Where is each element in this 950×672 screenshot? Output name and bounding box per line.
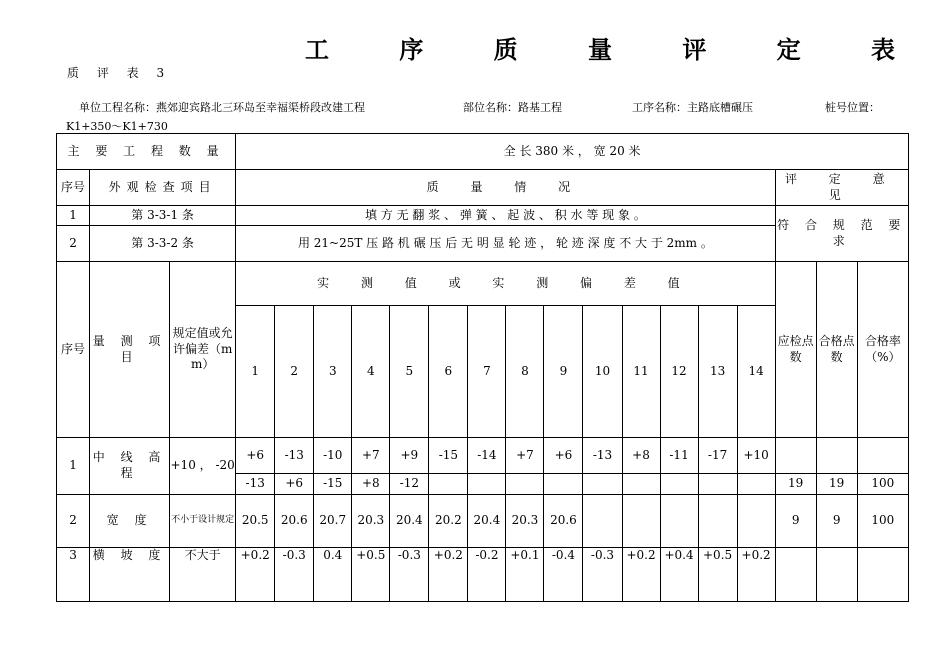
point-col: 11: [622, 306, 660, 438]
value-cell: -0.3: [275, 548, 314, 602]
measure-item: 中 线 高 程: [90, 438, 170, 495]
value-cell: 20.6: [275, 495, 314, 548]
header-no: 序号: [57, 170, 90, 206]
value-cell: [506, 474, 544, 495]
appearance-header-row: [57, 170, 909, 206]
value-cell: 20.6: [544, 495, 583, 548]
point-col: 1: [236, 306, 275, 438]
title-char: 序: [399, 35, 424, 64]
measure-spec: +10 ， -20: [170, 438, 236, 495]
header-measure-no: 序号: [57, 262, 90, 438]
value-cell: +6: [275, 474, 314, 495]
station-label: 桩号位置：: [825, 101, 880, 114]
value-cell: +6: [544, 438, 583, 474]
value-cell: +0.4: [660, 548, 698, 602]
check-points-blank: [775, 438, 816, 474]
form-number: 质 评 表 3: [67, 66, 172, 80]
point-col: 14: [737, 306, 775, 438]
value-cell: -12: [390, 474, 429, 495]
appearance-item: 第 3-3-2 条: [90, 226, 236, 262]
value-cell: -10: [314, 438, 352, 474]
value-cell: +0.5: [698, 548, 737, 602]
appearance-desc: 填 方 无 翻 浆 、 弹 簧 、 起 波 、 积 水 等 现 象 。: [236, 206, 775, 226]
main-quantity-label: 主 要 工 程 数 量: [57, 134, 236, 170]
measure-item: 宽 度: [90, 495, 170, 548]
value-cell: -15: [314, 474, 352, 495]
value-cell: [429, 474, 468, 495]
value-cell: 20.2: [429, 495, 468, 548]
pass-points: 19: [816, 474, 857, 495]
point-col: 3: [314, 306, 352, 438]
header-appearance-item: 外观检查项目: [90, 170, 236, 206]
title-char: 质: [493, 35, 518, 64]
value-cell: [660, 474, 698, 495]
value-cell: [583, 495, 622, 548]
measure-row: [57, 495, 909, 548]
point-col: 4: [352, 306, 390, 438]
station-value: K1+350～K1+730: [66, 120, 168, 133]
part-name: 部位名称：路基工程: [463, 101, 562, 114]
title-char: 评: [682, 35, 707, 64]
title-char: 工: [305, 35, 329, 64]
value-cell: -13: [275, 438, 314, 474]
value-cell: +0.1: [506, 548, 544, 602]
title-char: 表: [870, 35, 895, 64]
value-cell: [622, 495, 660, 548]
value-cell: +7: [506, 438, 544, 474]
pass-points: 9: [816, 495, 857, 548]
value-cell: 20.4: [468, 495, 506, 548]
measure-no: 2: [57, 495, 90, 548]
value-cell: -13: [236, 474, 275, 495]
unit-project-name: 单位工程名称：燕郊迎宾路北三环岛至幸福渠桥段改建工程: [79, 101, 365, 114]
main-quantity-value: 全 长 380 米 ， 宽 20 米: [236, 134, 909, 170]
value-cell: 0.4: [314, 548, 352, 602]
evaluation-table: [56, 133, 909, 602]
header-quality: 质 量 情 况: [236, 170, 775, 206]
value-cell: -13: [583, 438, 622, 474]
point-col: 6: [429, 306, 468, 438]
value-cell: [737, 495, 775, 548]
value-cell: -15: [429, 438, 468, 474]
value-cell: [698, 495, 737, 548]
header-pass-points: 合格点数: [816, 262, 857, 438]
value-cell: [737, 474, 775, 495]
point-col: 8: [506, 306, 544, 438]
measure-item: 横 坡 度: [90, 548, 170, 602]
value-cell: -0.2: [468, 548, 506, 602]
title-char: 量: [587, 35, 612, 64]
measure-row: [57, 548, 909, 602]
value-cell: -0.3: [390, 548, 429, 602]
value-cell: 20.5: [236, 495, 275, 548]
value-cell: -0.3: [583, 548, 622, 602]
value-cell: -17: [698, 438, 737, 474]
value-cell: -0.4: [544, 548, 583, 602]
pass-rate-blank: [857, 438, 908, 474]
measure-spec: 不大于: [170, 548, 236, 602]
value-cell: 20.3: [352, 495, 390, 548]
appearance-item: 第 3-3-1 条: [90, 206, 236, 226]
appearance-desc: 用 21~25T 压 路 机 碾 压 后 无 明 显 轮 迹 ， 轮 迹 深 度 不 大 于 2mm 。: [236, 226, 775, 262]
pass-rate: 100: [857, 474, 908, 495]
value-cell: +0.2: [737, 548, 775, 602]
pass-points: [816, 548, 857, 602]
value-cell: +6: [236, 438, 275, 474]
value-cell: +8: [622, 438, 660, 474]
value-cell: [698, 474, 737, 495]
measure-header-row: [57, 262, 909, 306]
point-col: 13: [698, 306, 737, 438]
header-pass-rate: 合格率（%）: [857, 262, 908, 438]
pass-rate: [857, 548, 908, 602]
value-cell: +0.5: [352, 548, 390, 602]
measure-row: [57, 438, 909, 474]
value-cell: 20.3: [506, 495, 544, 548]
value-cell: +0.2: [236, 548, 275, 602]
appearance-row: [57, 206, 909, 226]
point-col: 9: [544, 306, 583, 438]
header-check-points: 应检点数: [775, 262, 816, 438]
value-cell: +0.2: [622, 548, 660, 602]
value-cell: [622, 474, 660, 495]
value-cell: +0.2: [429, 548, 468, 602]
title-char: 定: [776, 35, 801, 64]
value-cell: -14: [468, 438, 506, 474]
header-opinion: 评 定 意 见: [775, 170, 908, 206]
point-col: 7: [468, 306, 506, 438]
measure-no: 1: [57, 438, 90, 495]
measure-spec: 不小于设计规定: [170, 495, 236, 548]
point-col: 10: [583, 306, 622, 438]
value-cell: +7: [352, 438, 390, 474]
value-cell: 20.7: [314, 495, 352, 548]
value-cell: -11: [660, 438, 698, 474]
pass-rate: 100: [857, 495, 908, 548]
value-cell: [660, 495, 698, 548]
check-points: 19: [775, 474, 816, 495]
check-points: 9: [775, 495, 816, 548]
value-cell: +9: [390, 438, 429, 474]
value-cell: 20.4: [390, 495, 429, 548]
value-cell: +10: [737, 438, 775, 474]
value-cell: [544, 474, 583, 495]
measure-no: 3: [57, 548, 90, 602]
point-col: 5: [390, 306, 429, 438]
value-cell: +8: [352, 474, 390, 495]
point-col: 2: [275, 306, 314, 438]
header-measure-item: 量 测 项 目: [90, 262, 170, 438]
header-measured-values: 实 测 值 或 实 测 偏 差 值: [236, 262, 775, 306]
point-col: 12: [660, 306, 698, 438]
value-cell: [583, 474, 622, 495]
process-name: 工序名称：主路底槽碾压: [632, 101, 753, 114]
value-cell: [468, 474, 506, 495]
evaluation-opinion: 符 合 规 范 要 求: [775, 206, 908, 262]
appearance-no: 1: [57, 206, 90, 226]
check-points: [775, 548, 816, 602]
page-title: [305, 30, 895, 65]
pass-points-blank: [816, 438, 857, 474]
header-spec: 规定值或允许偏差（mm）: [170, 262, 236, 438]
appearance-no: 2: [57, 226, 90, 262]
main-quantity-row: [57, 134, 909, 170]
